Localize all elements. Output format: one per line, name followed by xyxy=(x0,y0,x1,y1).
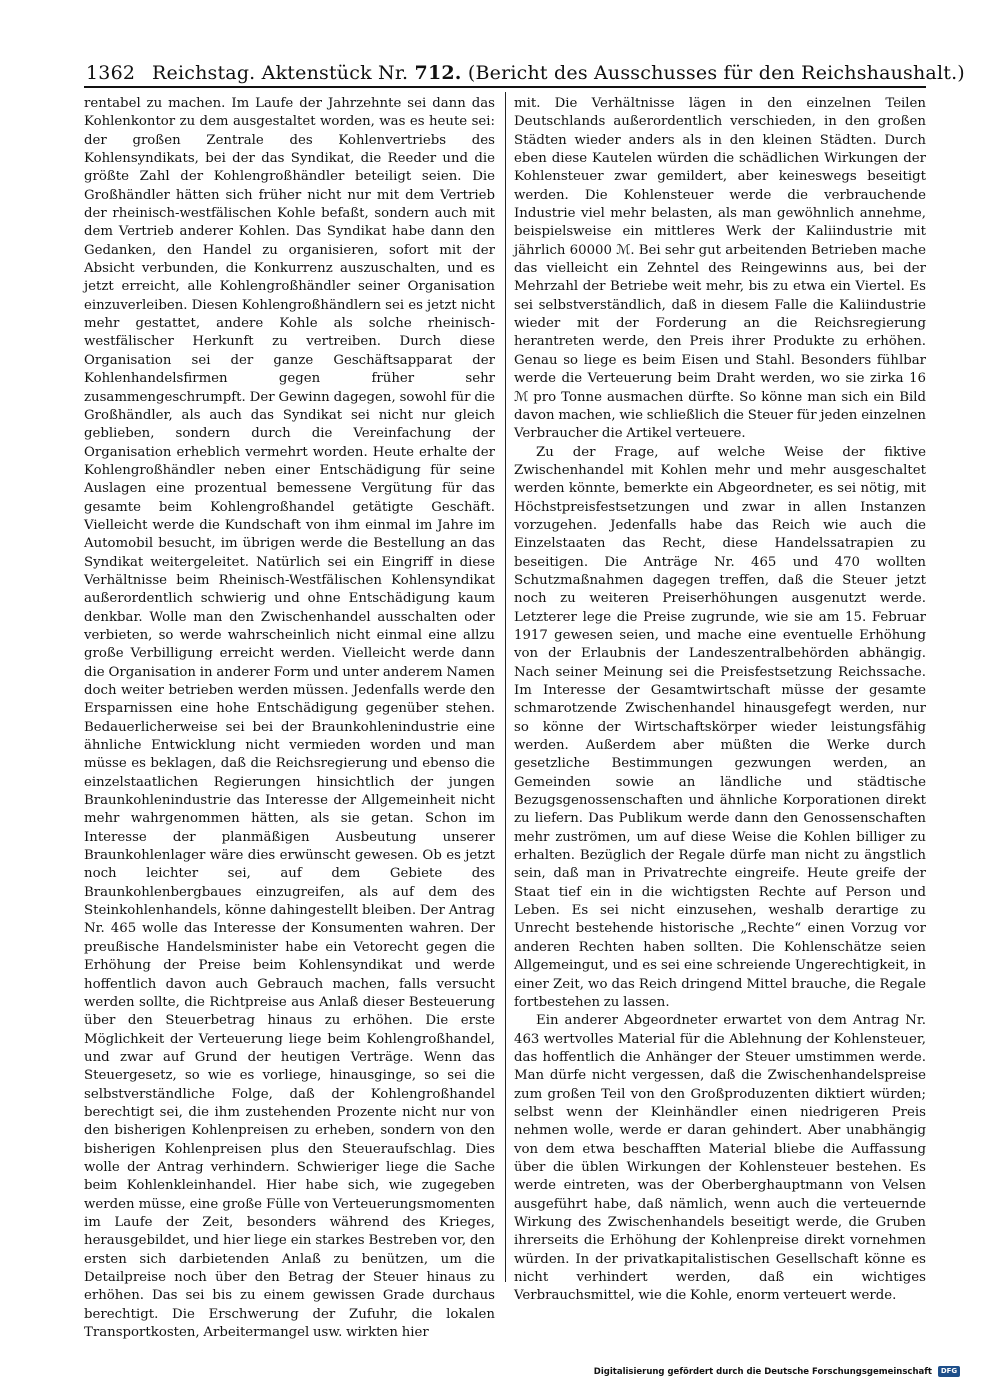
document-number: 712. xyxy=(414,62,462,84)
header-title-line xyxy=(152,62,965,84)
header-rule xyxy=(84,86,926,88)
right-column xyxy=(514,95,926,1304)
header-title: Reichstag. Aktenstück Nr. xyxy=(152,62,409,84)
right-paragraph-2: Zu der Frage, auf welche Weise der fiktive Zwischenhandel mit Kohlen mehr und mehr ausgeschaltet werden könnte, bemerkte ein Abgeordneter, es sei nötig, mit Höchstpreisfestsetzungen und zwar in allen Instanzen vorzugehen. Jedenfalls habe das Reich wie auch die Einzelstaaten das Recht, diese Handelssatrapien zu beseitigen. Die Anträge Nr. 465 und 470 wollten Schutzmaßnahmen dagegen treffen, daß die Steuer jetzt noch zu weiteren Preiserhöhungen ausgenutzt werde. Letzterer lege die Preise zugrunde, wie sie am 15. Februar 1917 gewesen seien, und mache eine eventuelle Erhöhung von der Erlaubnis der Landeszentralbehörden abhängig. Nach seiner Meinung sei die Preisfestsetzung Reichssache. Im Interesse der Gesamtwirtschaft müsse der gesamte schmarotzende Zwischenhandel hinausgefegt werden, nur so könne der Wirtschaftskörper wieder leistungsfähig werden. Außerdem aber müßten die Werke durch gesetzliche Bestimmungen gezwungen werden, an Gemeinden sowie an ländliche und städtische Bezugsgenossenschaften und ähnliche Korporationen direkt zu liefern. Das Publikum werde dann den Genossenschaften mehr zuströmen, um auf diese Weise die Kohlen billiger zu erhalten. Bezüglich der Regale dürfe man nicht zu ängstlich sein, daß man in Privatrechte eingreife. Heute greife der Staat tief ein in die wichtigsten Rechte auf Person und Leben. Es sei nicht einzusehen, weshalb derartige zu Unrecht bestehende historische „Rechte“ einen Vorzug vor anderen Rechten haben sollten. Die Kohlenschätze seien Allgemeingut, und es sei eine schreiende Ungerechtigkeit, in einer Zeit, wo das Reich dringend Mittel brauche, die Regale fortbestehen zu lassen. xyxy=(514,444,926,1010)
page-number: 1362 xyxy=(86,62,136,84)
column-divider xyxy=(505,92,506,1282)
digitization-footer xyxy=(594,1366,960,1377)
left-paragraph-1: rentabel zu machen. Im Laufe der Jahrzehnte sei dann das Kohlenkontor zu dem ausgestaltet worden, was es heute sei: der großen Zentrale des Kohlenvertriebs des Kohlensyndikats, bei der das Syndikat, die Reeder und die größte Zahl der Kohlengroßhändler beteiligt seien. Die Großhändler hätten sich früher nicht nur mit dem Vertrieb der rheinisch-westfälischen Kohle befaßt, sondern auch mit dem Vertrieb anderer Kohlen. Das Syndikat habe dann den Gedanken, den Handel zu organisieren, sofort mit der Absicht verbunden, die Konkurrenz auszuschalten, und es jetzt erreicht, alle Kohlengroßhändler seiner Organisation einzuverleiben. Diesen Kohlengroßhändlern sei es jetzt nicht mehr gestattet, andere Kohle als solche rheinisch-westfälischer Herkunft zu vertreiben. Durch diese Organisation sei der ganze Geschäftsapparat der Kohlenhandelsfirmen gegen früher sehr zusammengeschrumpft. Der Gewinn dagegen, sowohl für die Großhändler, als auch das Syndikat sei nicht nur gleich geblieben, sondern durch die Vereinfachung der Organisation erheblich vermehrt worden. Heute erhalte der Kohlengroßhändler neben einer Entschädigung für seine Auslagen eine prozentual bemessene Vergütung für das gesamte beim Kohlengroßhandel getätigte Geschäft. Vielleicht werde die Kundschaft von ihm einmal im Jahre im Automobil besucht, im übrigen werde die Bestellung an das Syndikat weitergeleitet. Natürlich sei ein Eingriff in diese Verhältnisse beim Rheinisch-Westfälischen Kohlensyndikat außerordentlich schwierig und ohne Entschädigung kaum denkbar. Wolle man den Zwischenhandel ausschalten oder verbieten, so werde wahrscheinlich nicht einmal eine allzu große Verbilligung erreicht werden. Vielleicht werde dann die Organisation in anderer Form und unter anderem Namen doch weiter betrieben werden müssen. Jedenfalls werde den Ersparnissen eine hohe Entschädigung gegenüber stehen. Bedauerlicherweise sei bei der Braunkohlenindustrie eine ähnliche Entwicklung nicht vermieden worden und man müsse es beklagen, daß die Reichsregierung und ebenso die einzelstaatlichen Regierungen hinsichtlich der jungen Braunkohlenindustrie das Interesse der Allgemeinheit nicht mehr wahrgenommen hätten, als sie getan. Schon im Interesse der planmäßigen Ausbeutung unserer Braunkohlenlager wäre dies erwünscht gewesen. Ob es jetzt noch leichter sei, auf dem Gebiete des Braunkohlenbergbaues einzugreifen, als auf dem des Steinkohlenhandels, könne dahingestellt bleiben. Der Antrag Nr. 465 wolle das Interesse der Konsumenten wahren. Der preußische Handelsminister habe ein Vetorecht gegen die Erhöhung der Preise beim Kohlensyndikat und werde hoffentlich davon auch Gebrauch machen, falls versucht werden sollte, die Richtpreise aus Anlaß dieser Besteuerung über den Steuerbetrag hinaus zu erhöhen. Die erste Möglichkeit der Verteuerung liege beim Kohlengroßhandel, und zwar auf Grund der heutigen Verträge. Wenn das Steuergesetz, so wie es vorliege, hinausginge, so sei die selbstverständliche Folge, daß der Kohlengroßhandel berechtigt sei, die ihm zustehenden Prozente nicht nur von den bisherigen Kohlenpreisen zu erheben, sondern von den bisherigen Kohlenpreisen plus den Steueraufschlag. Dies wolle der Antrag verhindern. Schwieriger liege die Sache beim Kohlenkleinhandel. Hier habe sich, wie zugegeben werden müsse, eine große Fülle von Verteuerungsmomenten im Laufe der Zeit, besonders während des Krieges, herausgebildet, und hier liege ein starkes Bestreben vor, den ersten sich darbietenden Anlaß zu benützen, um die Detailpreise noch über den Betrag der Steuer hinaus zu erhöhen. Das sei bis zu einem gewissen Grade durchaus berechtigt. Die Erschwerung der Zufuhr, die lokalen Transportkosten, Arbeitermangel usw. wirkten hier xyxy=(84,96,495,1341)
left-column xyxy=(84,95,495,1341)
funding-note: Digitalisierung gefördert durch die Deutsche Forschungsgemeinschaft xyxy=(593,1366,932,1377)
dfg-logo: DFG xyxy=(938,1366,960,1377)
right-paragraph-1: mit. Die Verhältnisse lägen in den einzelnen Teilen Deutschlands außerordentlich verschieden, in den großen Städten wieder anders als in den kleinen Städten. Durch eben diese Kautelen würden die schädlichen Wirkungen der Kohlensteuer zwar gemildert, aber keineswegs beseitigt werden. Die Kohlensteuer werde die verbrauchende Industrie viel mehr belasten, als man gewöhnlich annehme, beispielsweise ein mittleres Werk der Kaliindustrie mit jährlich 60000 ℳ. Bei sehr gut arbeitenden Betrieben mache das vielleicht ein Zehntel des Reingewinns aus, bei der Mehrzahl der Betriebe weit mehr, bis zu etwa ein Viertel. Es sei selbstverständlich, daß in diesem Falle die Kaliindustrie wieder mit der Forderung an die Reichsregierung herantreten werde, den Preis ihrer Produkte zu erhöhen. Genau so liege es beim Eisen und Stahl. Besonders fühlbar werde die Verteuerung beim Draht werden, wo sie zirka 16 ℳ pro Tonne ausmachen dürfte. So könne man sich ein Bild davon machen, wie schließlich die Steuer für jeden einzelnen Verbraucher die Artikel verteuere. xyxy=(514,96,926,442)
right-paragraph-3: Ein anderer Abgeordneter erwartet von dem Antrag Nr. 463 wertvolles Material für die Ablehnung der Kohlensteuer, das hoffentlich die Anhänger der Steuer umstimmen werde. Man dürfe nicht vergessen, daß die Zwischenhandelspreise zum großen Teil von den Großproduzenten diktiert würden; selbst wenn der Kleinhändler einen niedrigeren Preis nehmen wolle, werde er daran gehindert. Aber unabhängig von dem etwa beschafften Material bliebe die Auffassung über die üblen Wirkungen der Kohlensteuer bestehen. Es werde eintreten, was der Oberberghauptmann von Velsen ausgeführt habe, daß nämlich, wenn auch die verteuernde Wirkung des Zwischenhandels beseitigt werde, die Gruben ihrerseits die Erhöhung der Kohlenpreise direkt vornehmen würden. In der privatkapitalistischen Gesellschaft könne es nicht verhindert werden, daß ein wichtiges Verbrauchsmittel, wie die Kohle, enorm verteuert werde. xyxy=(514,1013,926,1304)
header-subtitle: (Bericht des Ausschusses für den Reichshaushalt.) xyxy=(467,62,965,84)
running-header xyxy=(86,58,965,88)
